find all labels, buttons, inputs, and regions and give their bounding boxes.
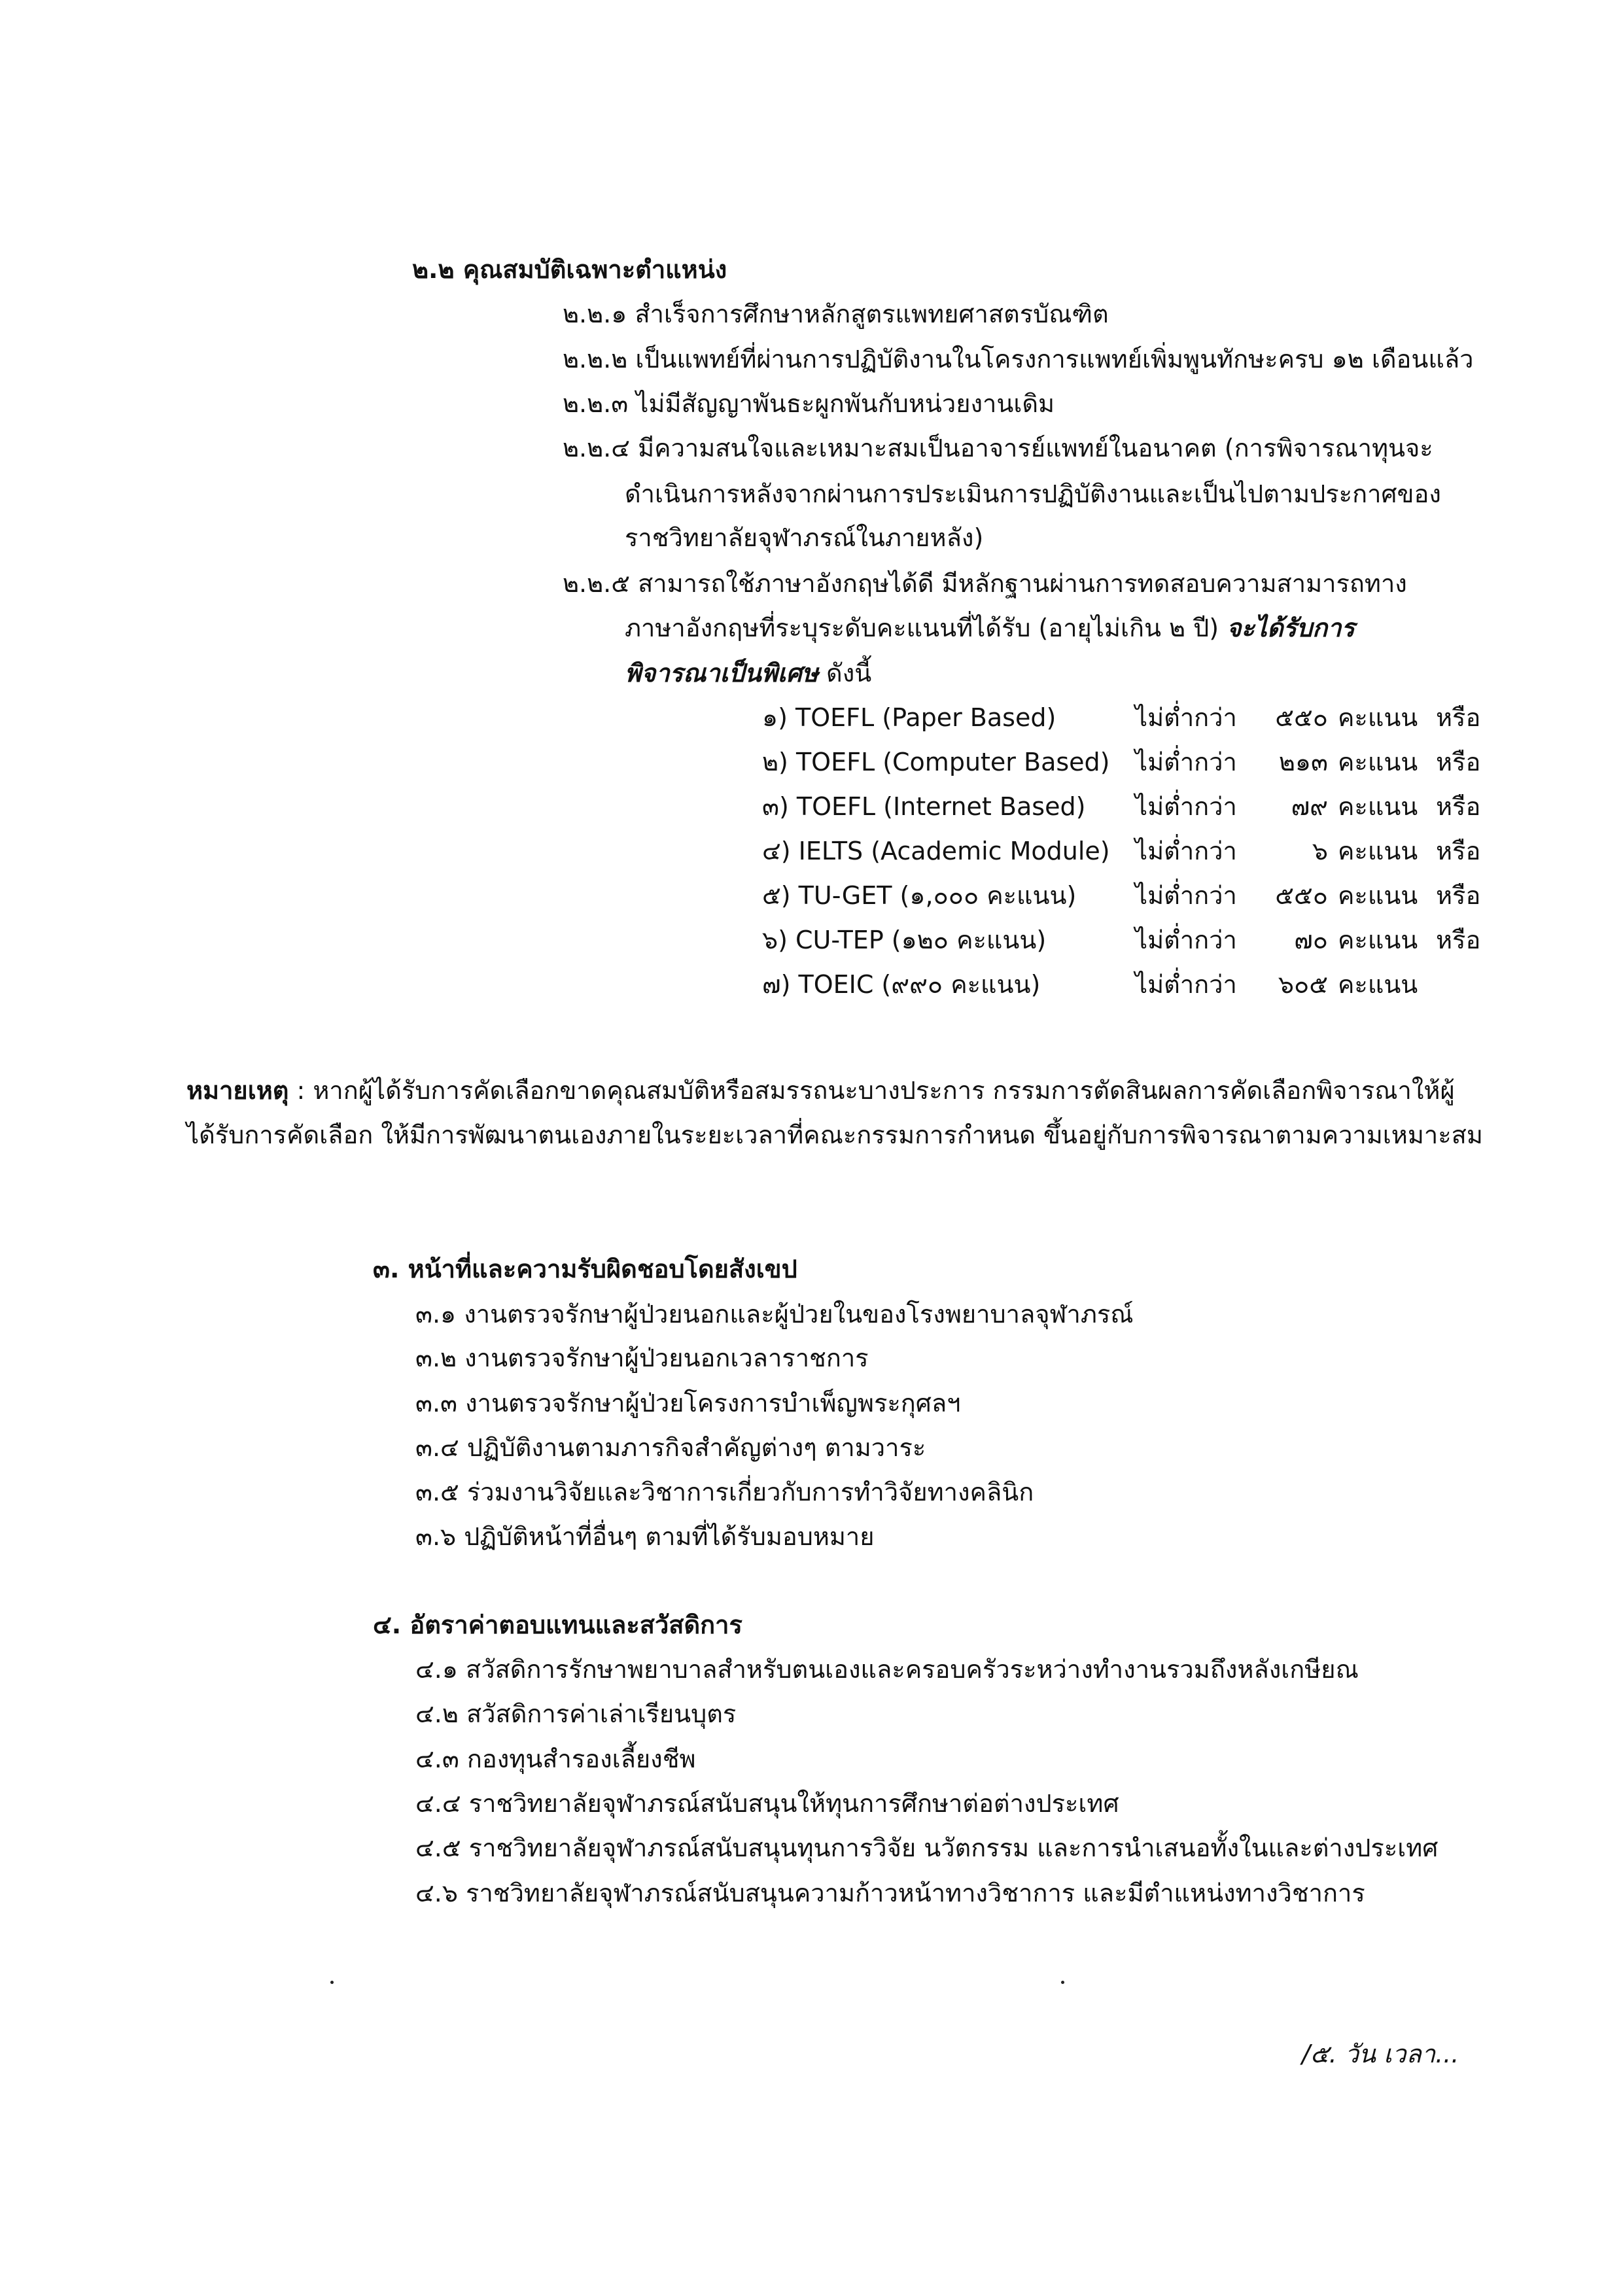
- min-score: ๖๐๕: [1278, 970, 1328, 999]
- score-unit: คะแนน: [1338, 703, 1418, 732]
- item-3-1: ๓.๑ งานตรวจรักษาผู้ป่วยนอกและผู้ป่วยในของโรงพยาบาลจุฬาภรณ์: [415, 1300, 1134, 1329]
- note-line2: ได้รับการคัดเลือก ให้มีการพัฒนาตนเองภายในระยะเวลาที่คณะกรรมการกำหนด ขึ้นอยู่กับการพิจารณาตามความเหมาะสม: [186, 1121, 1483, 1149]
- score-unit: คะแนน: [1338, 926, 1418, 954]
- test-name: ๕) TU-GET (๑,๐๐๐ คะแนน): [762, 881, 1077, 910]
- item-2-2-5-emphasis-1: จะได้รับการ: [1227, 614, 1355, 642]
- min-label: ไม่ต่ำกว่า: [1135, 926, 1237, 954]
- min-label: ไม่ต่ำกว่า: [1135, 837, 1237, 865]
- item-2-2-4-line2: ดำเนินการหลังจากผ่านการประเมินการปฏิบัติงานและเป็นไปตามประกาศของ: [625, 479, 1441, 508]
- score-unit: คะแนน: [1338, 792, 1418, 821]
- or-label: หรือ: [1436, 703, 1481, 732]
- test-name: ๑) TOEFL (Paper Based): [762, 703, 1056, 732]
- test-name: ๒) TOEFL (Computer Based): [762, 748, 1110, 776]
- score-row: [762, 748, 1482, 787]
- or-label: หรือ: [1436, 837, 1481, 865]
- item-4-3: ๔.๓ กองทุนสำรองเลี้ยงชีพ: [415, 1745, 696, 1773]
- item-2-2-1: ๒.๒.๑ สำเร็จการศึกษาหลักสูตรแพทยศาสตรบัณฑิต: [563, 300, 1109, 328]
- item-2-2-5-line1: ๒.๒.๕ สามารถใช้ภาษาอังกฤษได้ดี มีหลักฐานผ่านการทดสอบความสามารถทาง: [563, 569, 1407, 598]
- min-score: ๕๕๐: [1275, 703, 1328, 732]
- item-2-2-5-line2: [625, 614, 1355, 644]
- item-3-5: ๓.๕ ร่วมงานวิจัยและวิชาการเกี่ยวกับการทำวิจัยทางคลินิก: [415, 1478, 1034, 1506]
- min-label: ไม่ต่ำกว่า: [1135, 703, 1237, 732]
- note-line1: [186, 1076, 1455, 1106]
- item-4-5: ๔.๕ ราชวิทยาลัยจุฬาภรณ์สนับสนุนทุนการวิจัย นวัตกรรม และการนำเสนอทั้งในและต่างประเทศ: [415, 1834, 1439, 1862]
- item-2-2-5-line3: [625, 659, 871, 689]
- section-4-heading: ๔. อัตราค่าตอบแทนและสวัสดิการ: [373, 1610, 742, 1639]
- item-4-1: ๔.๑ สวัสดิการรักษาพยาบาลสำหรับตนเองและครอบครัวระหว่างทำงานรวมถึงหลังเกษียณ: [415, 1655, 1359, 1684]
- score-row: [762, 881, 1482, 920]
- section-2-2-heading: ๒.๒ คุณสมบัติเฉพาะตำแหน่ง: [412, 255, 727, 284]
- item-2-2-2: ๒.๒.๒ เป็นแพทย์ที่ผ่านการปฏิบัติงานในโครงการแพทย์เพิ่มพูนทักษะครบ ๑๒ เดือนแล้ว: [563, 345, 1474, 374]
- or-label: หรือ: [1436, 881, 1481, 910]
- section-3-heading: ๓. หน้าที่และความรับผิดชอบโดยสังเขป: [373, 1255, 797, 1283]
- item-3-4: ๓.๔ ปฏิบัติงานตามภารกิจสำคัญต่างๆ ตามวาระ: [415, 1433, 926, 1462]
- min-score: ๗๐: [1294, 926, 1328, 954]
- min-score: ๖: [1312, 837, 1328, 865]
- scan-dot: [1061, 1981, 1064, 1984]
- item-3-3: ๓.๓ งานตรวจรักษาผู้ป่วยโครงการบำเพ็ญพระกุศลฯ: [415, 1389, 961, 1418]
- item-4-2: ๔.๒ สวัสดิการค่าเล่าเรียนบุตร: [415, 1699, 737, 1728]
- item-2-2-4-line1: ๒.๒.๔ มีความสนใจและเหมาะสมเป็นอาจารย์แพทย์ในอนาคต (การพิจารณาทุนจะ: [563, 434, 1433, 462]
- min-score: ๗๙: [1291, 792, 1328, 821]
- test-name: ๓) TOEFL (Internet Based): [762, 792, 1086, 821]
- test-name: ๗) TOEIC (๙๙๐ คะแนน): [762, 970, 1041, 999]
- item-4-4: ๔.๔ ราชวิทยาลัยจุฬาภรณ์สนับสนุนให้ทุนการศึกษาต่อต่างประเทศ: [415, 1789, 1119, 1818]
- min-label: ไม่ต่ำกว่า: [1135, 748, 1237, 776]
- test-name: ๖) CU-TEP (๑๒๐ คะแนน): [762, 926, 1047, 954]
- min-score: ๕๕๐: [1275, 881, 1328, 910]
- or-label: หรือ: [1436, 926, 1481, 954]
- note-label: หมายเหตุ: [186, 1076, 289, 1105]
- min-score: ๒๑๓: [1278, 748, 1328, 776]
- score-row: [762, 703, 1482, 742]
- score-unit: คะแนน: [1338, 837, 1418, 865]
- item-2-2-3: ๒.๒.๓ ไม่มีสัญญาพันธะผูกพันกับหน่วยงานเดิม: [563, 389, 1055, 418]
- score-row: [762, 792, 1482, 831]
- score-unit: คะแนน: [1338, 970, 1418, 999]
- score-unit: คะแนน: [1338, 748, 1418, 776]
- min-label: ไม่ต่ำกว่า: [1135, 970, 1237, 999]
- scan-dot: [330, 1981, 334, 1984]
- item-2-2-5-line2-text: ภาษาอังกฤษที่ระบุระดับคะแนนที่ได้รับ (อายุไม่เกิน ๒ ปี): [625, 614, 1227, 642]
- item-2-2-5-line3-text: ดังนี้: [818, 659, 872, 687]
- or-label: หรือ: [1436, 792, 1481, 821]
- item-3-2: ๓.๒ งานตรวจรักษาผู้ป่วยนอกเวลาราชการ: [415, 1344, 869, 1372]
- or-label: หรือ: [1436, 748, 1481, 776]
- min-label: ไม่ต่ำกว่า: [1135, 881, 1237, 910]
- page-continuation: /๕. วัน เวลา...: [1302, 2040, 1459, 2068]
- item-2-2-5-emphasis-2: พิจารณาเป็นพิเศษ: [625, 659, 818, 687]
- item-4-6: ๔.๖ ราชวิทยาลัยจุฬาภรณ์สนับสนุนความก้าวหน้าทางวิชาการ และมีตำแหน่งทางวิชาการ: [415, 1879, 1365, 1907]
- item-3-6: ๓.๖ ปฏิบัติหน้าที่อื่นๆ ตามที่ได้รับมอบหมาย: [415, 1522, 875, 1551]
- score-row: [762, 926, 1482, 965]
- test-name: ๔) IELTS (Academic Module): [762, 837, 1110, 865]
- item-2-2-4-line3: ราชวิทยาลัยจุฬาภรณ์ในภายหลัง): [625, 523, 984, 552]
- score-row: [762, 970, 1482, 1009]
- score-unit: คะแนน: [1338, 881, 1418, 910]
- score-row: [762, 837, 1482, 876]
- min-label: ไม่ต่ำกว่า: [1135, 792, 1237, 821]
- note-text-1: : หากผู้ได้รับการคัดเลือกขาดคุณสมบัติหรือสมรรถนะบางประการ กรรมการตัดสินผลการคัดเลือกพิจารณาให้ผู้: [288, 1076, 1455, 1105]
